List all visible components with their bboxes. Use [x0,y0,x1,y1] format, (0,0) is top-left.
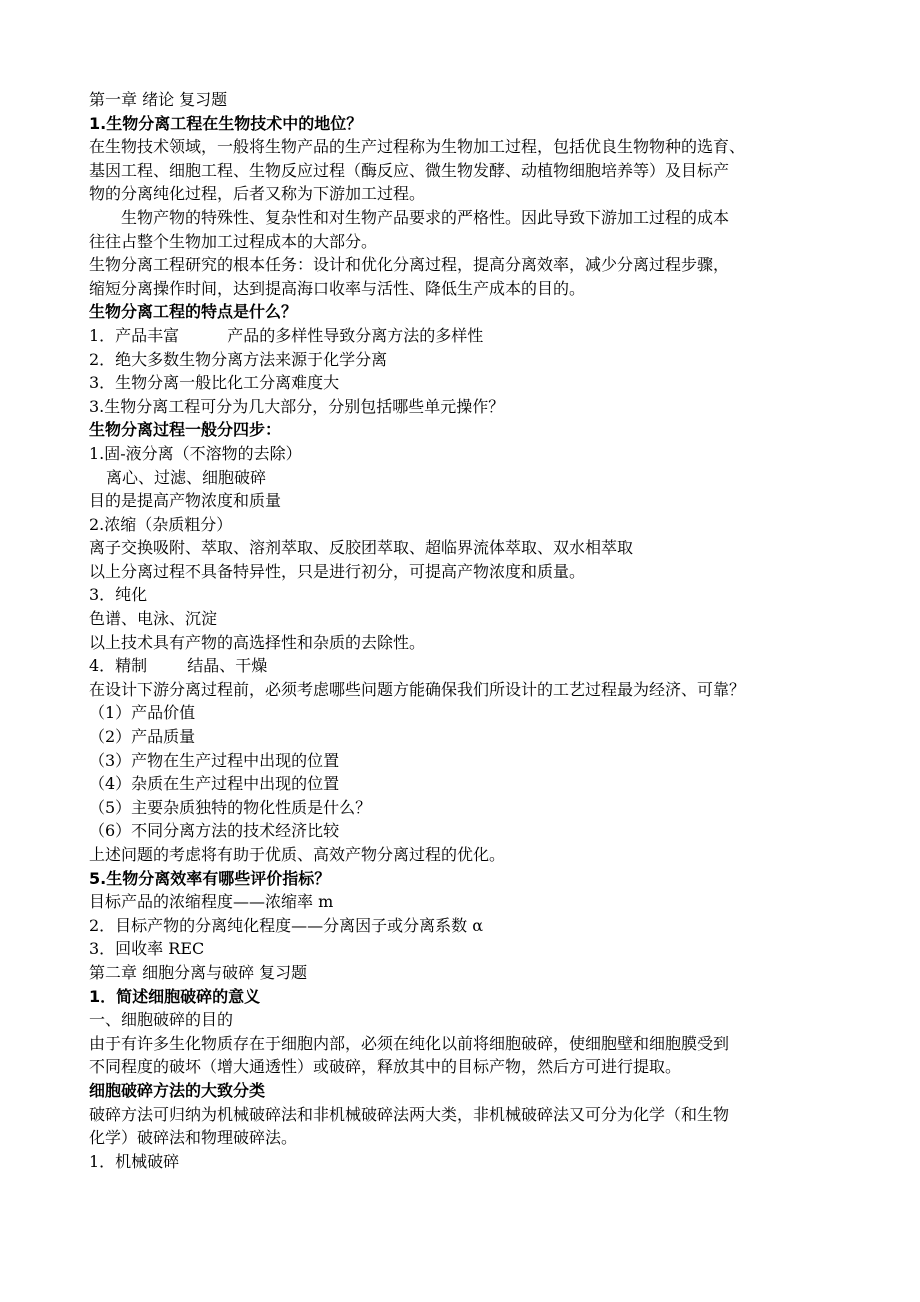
question-heading: 生物分离工程的特点是什么？ [89,302,298,322]
question-line: 3.生物分离工程可分为几大部分，分别包括哪些单元操作？ [89,396,505,416]
list-item: （4）杂质在生产过程中出现的位置 [89,774,340,794]
list-item-detail: 产品的多样性导致分离方法的多样性 [227,325,484,345]
paragraph-line: 在生物技术领域，一般将生物产品的生产过程称为生物加工过程，包括优良生物物种的选育、 [89,137,746,157]
paragraph-line: 以上分离过程不具备特异性，只是进行初分，可提高产物浓度和质量。 [89,561,586,581]
paragraph-line: 目标产品的浓缩程度——浓缩率 m [89,892,334,912]
list-item: （6）不同分离方法的技术经济比较 [89,821,340,841]
chapter-1-title: 第一章 绪论 复习题 [89,90,228,109]
subsection-heading: 一、细胞破碎的目的 [89,1010,234,1030]
paragraph-line: 物的分离纯化过程，后者又称为下游加工过程。 [89,184,426,204]
list-item: （1）产品价值 [89,703,196,723]
paragraph-line: 以上技术具有产物的高选择性和杂质的去除性。 [89,632,426,652]
section-heading: 细胞破碎方法的大致分类 [89,1080,266,1100]
list-item: 3．回收率 REC [89,939,205,959]
paragraph-line: 离子交换吸附、萃取、溶剂萃取、反胶团萃取、超临界流体萃取、双水相萃取 [89,538,634,558]
list-item-detail: 结晶、干燥 [187,656,268,676]
list-item: 3．纯化 [89,585,148,605]
question-heading: 1．简述细胞破碎的意义 [89,986,261,1006]
list-item: （5）主要杂质独特的物化性质是什么？ [89,797,372,817]
paragraph-line: 基因工程、细胞工程、生物反应过程（酶反应、微生物发酵、动植物细胞培养等）及目标产 [89,160,730,180]
list-item: 1.固-液分离（不溶物的去除） [89,443,302,463]
section-heading: 生物分离过程一般分四步： [89,420,282,440]
list-item: 2．目标产物的分离纯化程度——分离因子或分离系数 α [89,915,484,935]
list-item [89,654,839,678]
paragraph-line: 往往占整个生物加工过程成本的大部分。 [89,231,378,251]
paragraph-line: 不同程度的破坏（增大通透性）或破碎，释放其中的目标产物，然后方可进行提取。 [89,1057,682,1077]
list-item [89,324,839,348]
list-item: 3．生物分离一般比化工分离难度大 [89,373,340,393]
paragraph-line: 色谱、电泳、沉淀 [89,609,218,629]
paragraph-line: 由于有许多生化物质存在于细胞内部，必须在纯化以前将细胞破碎，使细胞壁和细胞膜受到 [89,1033,730,1053]
chapter-2-title: 第二章 细胞分离与破碎 复习题 [89,962,308,982]
paragraph-line: 化学）破碎法和物理破碎法。 [89,1128,298,1148]
paragraph-line: 生物分离工程研究的根本任务：设计和优化分离过程，提高分离效率，减少分离过程步骤， [89,255,730,275]
list-item: 1．机械破碎 [89,1151,180,1171]
list-item: 2．绝大多数生物分离方法来源于化学分离 [89,349,388,369]
list-item: 2.浓缩（杂质粗分） [89,514,233,534]
list-item-label: 1．产品丰富 [89,325,180,345]
question-heading: 1.生物分离工程在生物技术中的地位？ [89,113,363,133]
paragraph-line: 缩短分离操作时间，达到提高海口收率与活性、降低生产成本的目的。 [89,278,586,298]
list-item: （2）产品质量 [89,727,196,747]
paragraph-line: 破碎方法可归纳为机械破碎法和非机械破碎法两大类，非机械破碎法又可分为化学（和生物 [89,1104,730,1124]
list-item-label: 4．精制 [89,656,148,676]
list-item: （3）产物在生产过程中出现的位置 [89,750,340,770]
question-heading: 5.生物分离效率有哪些评价指标？ [89,868,331,888]
paragraph-line: 离心、过滤、细胞破碎 [106,467,267,487]
paragraph-line: 上述问题的考虑将有助于优质、高效产物分离过程的优化。 [89,845,506,864]
paragraph-line: 目的是提高产物浓度和质量 [89,491,282,511]
question-line: 在设计下游分离过程前，必须考虑哪些问题方能确保我们所设计的工艺过程最为经济、可靠？ [89,679,746,699]
paragraph-line: 生物产物的特殊性、复杂性和对生物产品要求的严格性。因此导致下游加工过程的成本 [121,207,730,227]
document-page [89,88,839,1173]
